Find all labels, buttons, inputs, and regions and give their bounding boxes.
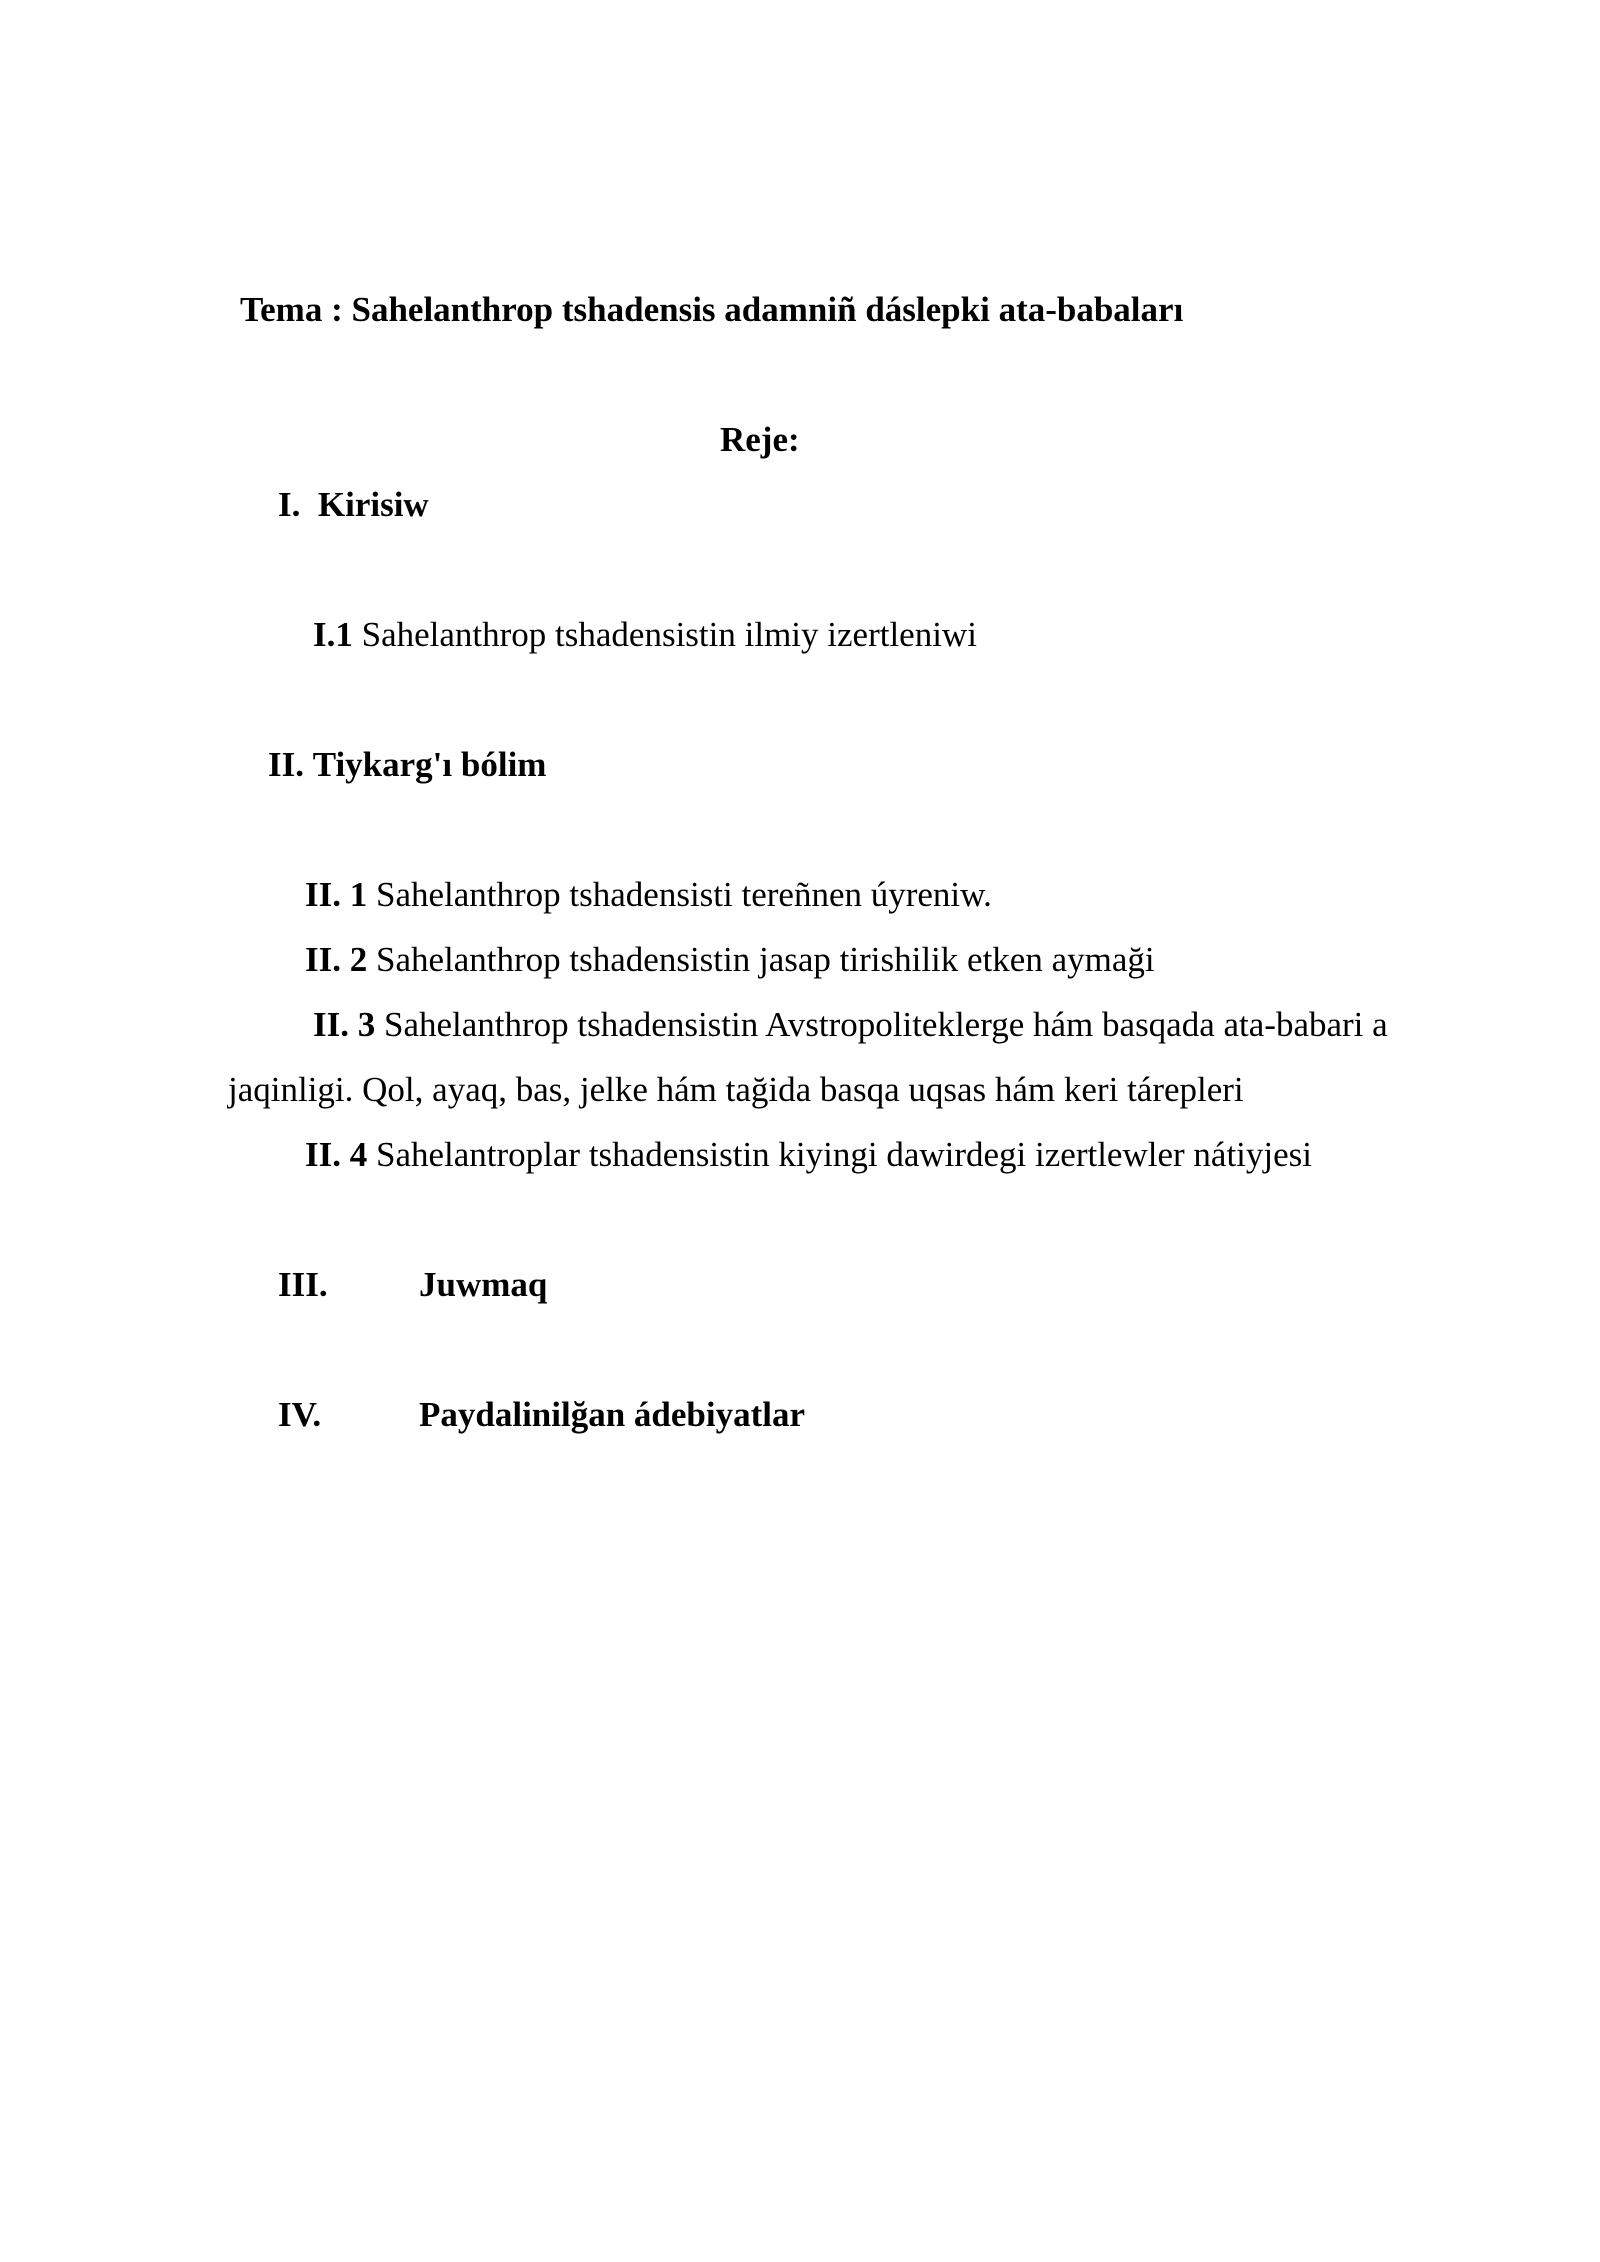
section-3-label: Juwmaq <box>419 1265 548 1304</box>
section-2-number: II. <box>268 745 304 784</box>
subsection-1-1 <box>313 617 977 652</box>
subsection-2-2-label: Sahelanthrop tshadensistin jasap tirishilik etken aymaği <box>376 940 1155 979</box>
section-1 <box>278 487 429 522</box>
section-3-number: III. <box>278 1265 328 1304</box>
section-4-number: IV. <box>278 1395 322 1434</box>
subsection-2-4-label: Sahelantroplar tshadensistin kiyingi dawirdegi izertlewler nátiyjesi <box>376 1135 1312 1174</box>
section-2-label: Tiykarg'ı bólim <box>312 745 547 784</box>
subsection-2-1 <box>305 877 992 912</box>
document-title: Tema : Sahelanthrop tshadensis adamniñ dáslepki ata-babaları <box>240 290 1184 329</box>
section-3 <box>278 1267 547 1302</box>
subsection-2-4 <box>305 1137 1312 1172</box>
section-1-label: Kirisiw <box>317 485 429 524</box>
section-1-number: I. <box>278 485 301 524</box>
subsection-1-1-number: I.1 <box>313 615 353 654</box>
subsection-1-1-label: Sahelanthrop tshadensistin ilmiy izertleniwi <box>361 615 977 654</box>
subsection-2-4-number: II. 4 <box>305 1135 368 1174</box>
subsection-2-3-number: II. 3 <box>313 1005 376 1044</box>
subsection-2-3 <box>313 1007 1388 1042</box>
section-2 <box>268 747 546 782</box>
subsection-2-3-label: Sahelanthrop tshadensistin Avstropoliteklerge hám basqada ata-babari a <box>384 1005 1388 1044</box>
section-4-label: Paydalinilğan ádebiyatlar <box>419 1395 806 1434</box>
section-4 <box>278 1397 805 1432</box>
subsection-2-2 <box>305 942 1155 977</box>
subsection-2-1-number: II. 1 <box>305 875 368 914</box>
subsection-2-1-label: Sahelanthrop tshadensisti tereñnen úyreniw. <box>376 875 992 914</box>
subsection-2-2-number: II. 2 <box>305 940 368 979</box>
subsection-2-3-continuation: jaqinligi. Qol, ayaq, bas, jelke hám tağida basqa uqsas hám keri tárepleri <box>228 1070 1244 1109</box>
plan-heading: Reje: <box>720 420 800 459</box>
